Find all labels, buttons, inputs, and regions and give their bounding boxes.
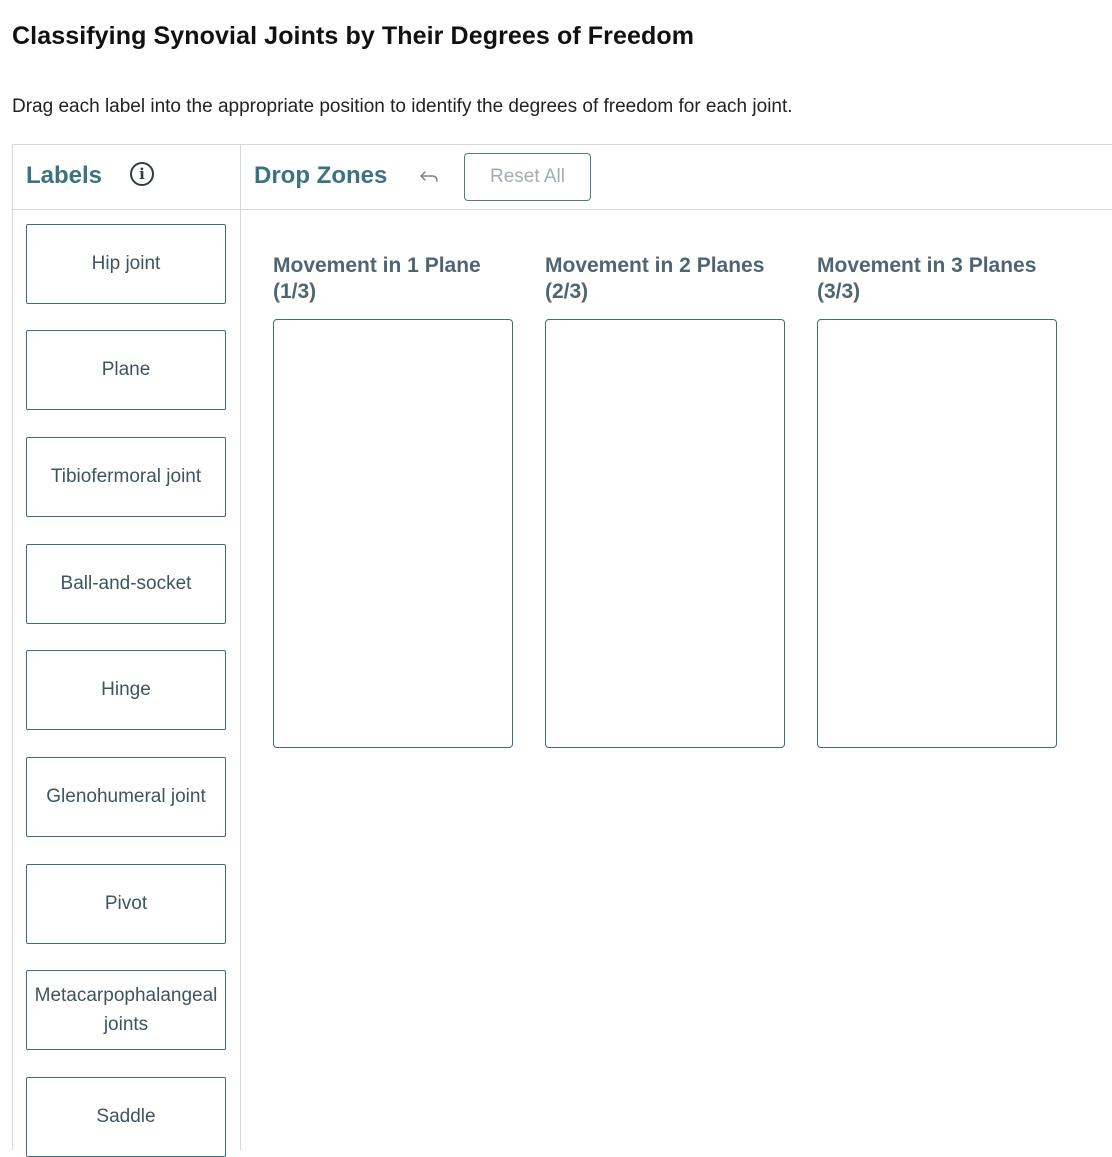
drop-zone-title-text: Movement in 1 Plane [273,254,481,277]
info-icon[interactable]: i [130,162,154,186]
labels-heading: Labels [26,162,103,189]
drop-zone-count: (3/3) [817,280,861,303]
drop-zone-title-3 [817,253,1067,305]
drop-zone-1-plane[interactable] [273,319,513,748]
label-card-metacarpophalangeal-joints[interactable] [26,970,226,1050]
drop-zone-count: (1/3) [273,280,317,303]
drop-zone-count: (2/3) [545,280,589,303]
label-card-glenohumeral-joint[interactable] [26,757,226,837]
drop-zones-heading: Drop Zones [254,162,388,189]
label-card-text: Tibiofermoral joint [50,466,202,488]
drop-zone-3-planes[interactable] [817,319,1057,748]
label-card-plane[interactable] [26,330,226,410]
drop-zone-2-planes[interactable] [545,319,785,748]
label-card-text: Hinge [101,679,151,701]
label-card-text: Glenohumeral joint [46,786,206,808]
label-card-text: Saddle [96,1106,156,1128]
undo-icon-glyph [418,168,440,186]
label-card-text: Ball-and-socket [60,573,192,595]
page-title: Classifying Synovial Joints by Their Degrees of Freedom [12,22,695,50]
drop-zone-title-1 [273,253,523,305]
label-card-hip-joint[interactable] [26,224,226,304]
label-card-hinge[interactable] [26,650,226,730]
label-card-ball-and-socket[interactable] [26,544,226,624]
label-card-text: Plane [101,359,151,381]
label-card-text: Hip joint [91,253,161,275]
label-card-pivot[interactable] [26,864,226,944]
drop-zone-title-2 [545,253,795,305]
label-card-text: Metacarpophalangeal joints [34,984,218,1035]
header-divider [12,209,1112,210]
label-card-saddle[interactable] [26,1077,226,1157]
label-card-tibiofermoral-joint[interactable] [26,437,226,517]
undo-icon[interactable] [418,168,440,186]
instructions-text: Drag each label into the appropriate position to identify the degrees of freedom for each joint. [12,96,793,117]
label-card-text: Pivot [104,893,148,915]
reset-all-button[interactable]: Reset All [464,153,591,201]
drop-zone-title-text: Movement in 2 Planes [545,254,765,277]
drop-zone-title-text: Movement in 3 Planes [817,254,1037,277]
